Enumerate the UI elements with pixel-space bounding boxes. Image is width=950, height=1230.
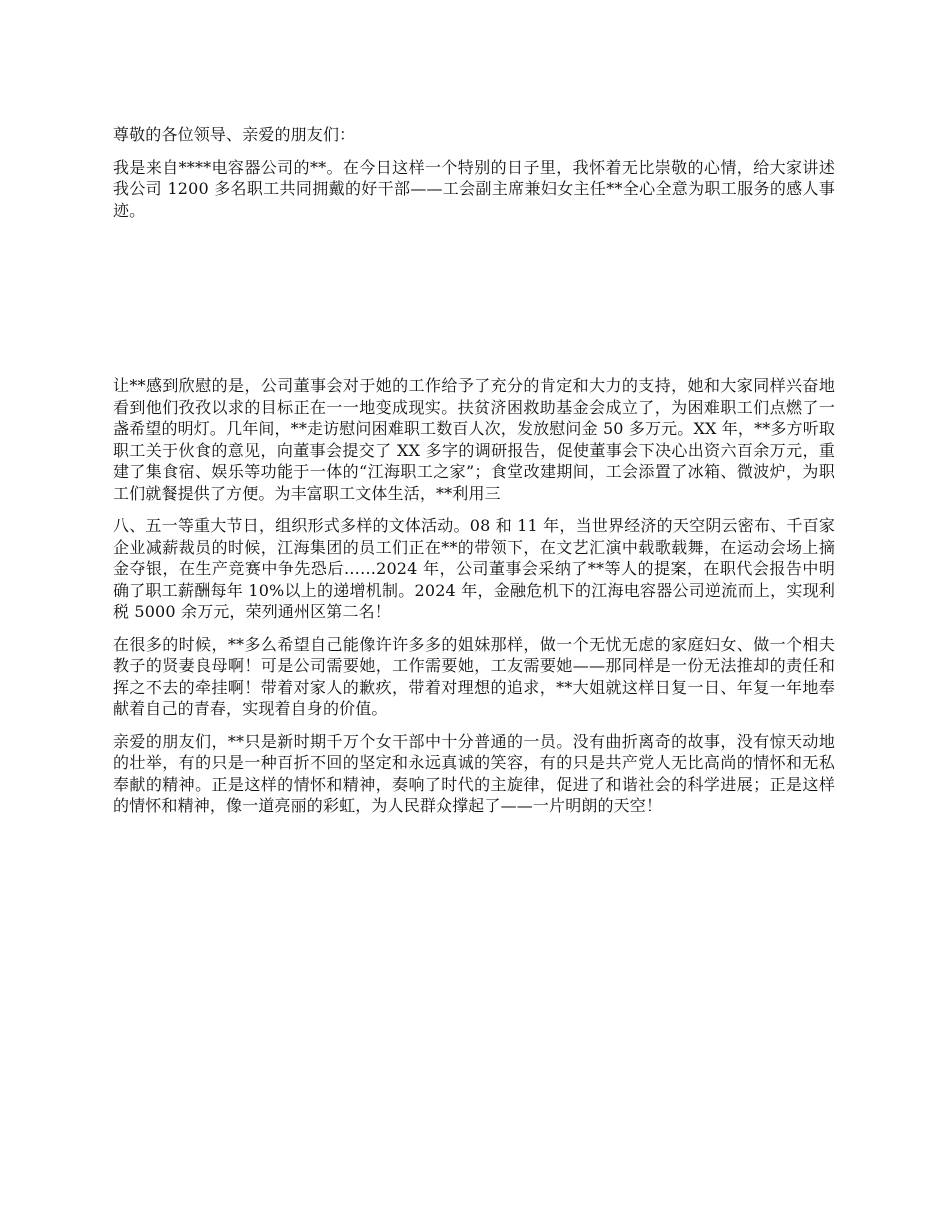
paragraph-sacrifice: 在很多的时候，**多么希望自己能像许许多多的姐妹那样，做一个无忧无虑的家庭妇女、做一个相夫教子的贤妻良母啊！可是公司需要她，工作需要她，工友需要她——那同样是一份无法推却的责任和挥之不去的牵挂啊！带着对家人的歉疚，带着对理想的追求，**大姐就这样日复一日、年复一年地奉献着自己的青春，实现着自身的价值。 [113,634,835,718]
paragraph-support: 让**感到欣慰的是，公司董事会对于她的工作给予了充分的肯定和大力的支持，她和大家同样兴奋地看到他们孜孜以求的目标正在一一地变成现实。扶贫济困救助基金会成立了，为困难职工们点燃了一盏希望的明灯。几年间，**走访慰问困难职工数百人次，发放慰问金 50 多万元。XX 年，**多方听取职工关于伙食的意见，向董事会提交了 XX 多字的调研报告，促使董事会下决心出资六百余万元，重建了集食宿、娱乐等功能于一体的“江海职工之家”；食堂改建期间，工会添置了冰箱、微波炉，为职工们就餐提供了方便。为丰富职工文体生活，**利用三 [113,376,835,503]
document-body [113,124,835,828]
paragraph-intro: 我是来自****电容器公司的**。在今日这样一个特别的日子里，我怀着无比崇敬的心情，给大家讲述我公司 1200 多名职工共同拥戴的好干部——工会副主席兼妇女主任**全心全意为职工服务的感人事迹。 [113,157,835,220]
blank-space [113,232,835,375]
paragraph-closing: 亲爱的朋友们，**只是新时期千万个女干部中十分普通的一员。没有曲折离奇的故事，没有惊天动地的壮举，有的只是一种百折不回的坚定和永远真诚的笑容，有的只是共产党人无比高尚的情怀和无私奉献的精神。正是这样的情怀和精神，奏响了时代的主旋律，促进了和谐社会的科学进展；正是这样的情怀和精神，像一道亮丽的彩虹，为人民群众撑起了——一片明朗的天空！ [113,731,835,815]
salutation: 尊敬的各位领导、亲爱的朋友们： [113,125,356,144]
paragraph-activities: 八、五一等重大节日，组织形式多样的文体活动。08 和 11 年，当世界经济的天空阴云密布、千百家企业减薪裁员的时候，江海集团的员工们正在**的带领下，在文艺汇演中载歌载舞，在运动会场上摘金夺银，在生产竞赛中争先恐后……2024 年，公司董事会采纳了**等人的提案，在职代会报告中明确了职工薪酬每年 10%以上的递增机制。2024 年，金融危机下的江海电容器公司逆流而上，实现利税 5000 余万元，荣列通州区第二名！ [113,516,835,621]
